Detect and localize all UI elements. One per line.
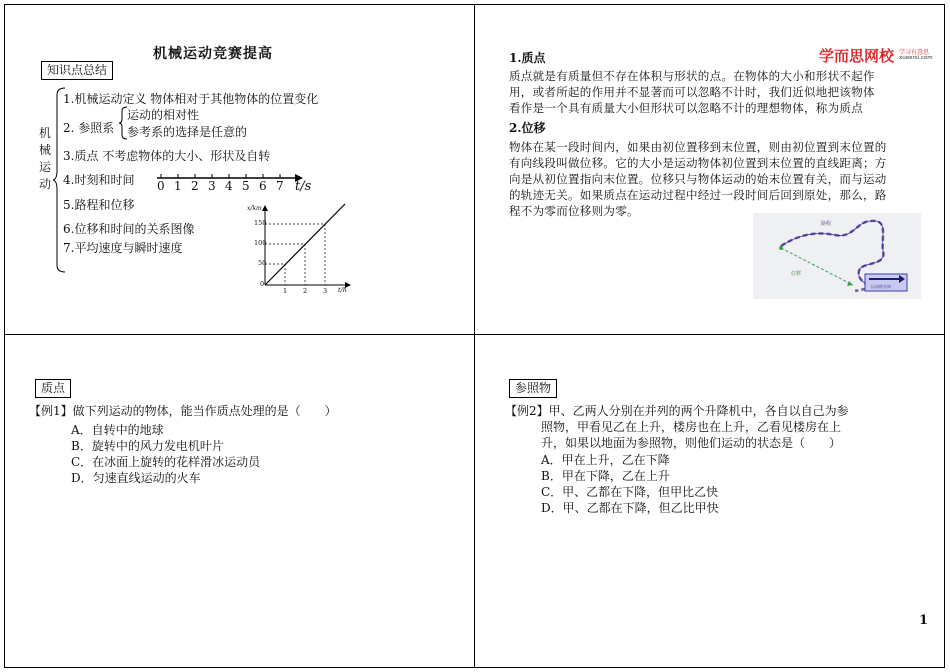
displacement-path-drawing bbox=[753, 213, 921, 299]
side-label-1: 机 bbox=[39, 126, 52, 140]
item-7: 7.平均速度与瞬时速度 bbox=[63, 241, 183, 255]
side-label-2: 械 bbox=[39, 143, 52, 157]
time-tick-6: 6 bbox=[259, 179, 267, 193]
brand-logo-sub: 学习有意思 bbox=[899, 49, 930, 56]
time-tick-4: 4 bbox=[225, 179, 233, 193]
example-1-option-c: C．在冰面上旋转的花样滑冰运动员 bbox=[71, 455, 261, 469]
graph-xtick-1: 1 bbox=[283, 287, 288, 295]
position-time-graph bbox=[241, 203, 356, 298]
para-2-line-3: 向是从初位置指向末位置。位移只与物体运动的始末位置有关，而与运动 bbox=[509, 172, 887, 186]
example-1-question: 【例1】做下列运动的物体，能当作质点处理的是（ ） bbox=[29, 404, 337, 418]
example-2-question-line-3: 升，如果以地面为参照物，则他们运动的状态是（ ） bbox=[541, 436, 842, 450]
example-2-question-line-2: 照物，甲看见乙在上升，楼房也在上升，乙看见楼房在上 bbox=[541, 420, 842, 434]
slide-1 bbox=[4, 4, 475, 335]
time-tick-1: 1 bbox=[174, 179, 182, 193]
example-1-option-b: B．旋转中的风力发电机叶片 bbox=[71, 439, 224, 453]
heading-2: 2.位移 bbox=[509, 121, 546, 135]
graph-ytick-50: 50 bbox=[258, 259, 267, 267]
slide-3 bbox=[4, 334, 475, 668]
graph-xtick-3: 3 bbox=[323, 287, 328, 295]
para-2-line-2: 有向线段叫做位移。它的大小是运动物体初位置到末位置的直线距离；方 bbox=[509, 156, 887, 170]
graph-xtick-2: 2 bbox=[303, 287, 308, 295]
para-2-line-1: 物体在某一段时间内，如果由初位置移到末位置，则由初位置到末位置的 bbox=[509, 140, 887, 154]
direction-label: 运动的方向 bbox=[871, 284, 891, 289]
time-tick-3: 3 bbox=[208, 179, 216, 193]
reference-tag: 参照物 bbox=[509, 379, 557, 398]
para-1-line-2: 用，或者所起的作用并不显著而可以忽略不计时，我们近似地把该物体 bbox=[509, 85, 875, 99]
frame-sub-2: 参考系的选择是任意的 bbox=[127, 125, 248, 139]
time-tick-7: 7 bbox=[276, 179, 284, 193]
item-2: 2. 参照系 bbox=[63, 121, 115, 135]
para-1-line-3: 看作是一个具有质量大小但形状可以忽略不计的理想物体，称为质点 bbox=[509, 101, 863, 115]
para-2-line-4: 的轨迹无关。如果质点在运动过程中经过一段时间后回到原处，那么，路 bbox=[509, 188, 887, 202]
slide-2 bbox=[474, 4, 945, 335]
item-3: 3.质点 不考虑物体的大小、形状及自转 bbox=[63, 149, 271, 163]
time-tick-2: 2 bbox=[191, 179, 199, 193]
displacement-figure bbox=[753, 213, 921, 299]
example-2-question-line-1: 【例2】甲、乙两人分别在并列的两个升降机中，各自以自己为参 bbox=[505, 404, 849, 418]
example-2-option-a: A．甲在上升，乙在下降 bbox=[541, 453, 670, 467]
graph-xlabel: t/h bbox=[338, 286, 347, 294]
example-1-option-d: D．匀速直线运动的火车 bbox=[71, 471, 201, 485]
example-1-option-a: A．自转中的地球 bbox=[71, 423, 164, 437]
brand-logo: 学而思网校 bbox=[819, 47, 895, 65]
brand-logo-url: xueersi.com bbox=[899, 55, 933, 61]
particle-tag: 质点 bbox=[35, 379, 71, 398]
summary-tag: 知识点总结 bbox=[41, 61, 113, 80]
slide-4 bbox=[474, 334, 945, 668]
time-axis-label: t/s bbox=[295, 179, 312, 194]
item-1: 1.机械运动定义 物体相对于其他物体的位置变化 bbox=[63, 92, 319, 106]
example-2-option-c: C．甲、乙都在下降，但甲比乙快 bbox=[541, 485, 719, 499]
time-tick-5: 5 bbox=[242, 179, 250, 193]
item-6: 6.位移和时间的关系图像 bbox=[63, 222, 195, 236]
para-2-line-5: 程不为零而位移则为零。 bbox=[509, 204, 639, 218]
side-label-4: 动 bbox=[39, 177, 52, 191]
graph-ytick-150: 150 bbox=[254, 219, 267, 227]
graph-ytick-100: 100 bbox=[254, 239, 267, 247]
example-2-option-b: B．甲在下降，乙在上升 bbox=[541, 469, 670, 483]
slide-1-title: 机械运动竞赛提高 bbox=[153, 46, 273, 62]
path-label: 路程 bbox=[821, 221, 832, 227]
frame-sub-1: 运动的相对性 bbox=[127, 108, 200, 122]
item-5: 5.路程和位移 bbox=[63, 198, 135, 212]
displacement-label: 位移 bbox=[791, 271, 802, 277]
example-2-option-d: D．甲、乙都在下降，但乙比甲快 bbox=[541, 501, 719, 515]
item-4: 4.时刻和时间 bbox=[63, 173, 135, 187]
graph-origin: 0 bbox=[260, 280, 265, 288]
time-tick-0: 0 bbox=[157, 179, 165, 193]
side-label-3: 运 bbox=[39, 160, 52, 174]
page-number: 1 bbox=[919, 613, 929, 628]
graph-ylabel: x/km bbox=[247, 205, 262, 212]
para-1-line-1: 质点就是有质量但不存在体积与形状的点。在物体的大小和形状不起作 bbox=[509, 69, 875, 83]
heading-1: 1.质点 bbox=[509, 51, 546, 65]
